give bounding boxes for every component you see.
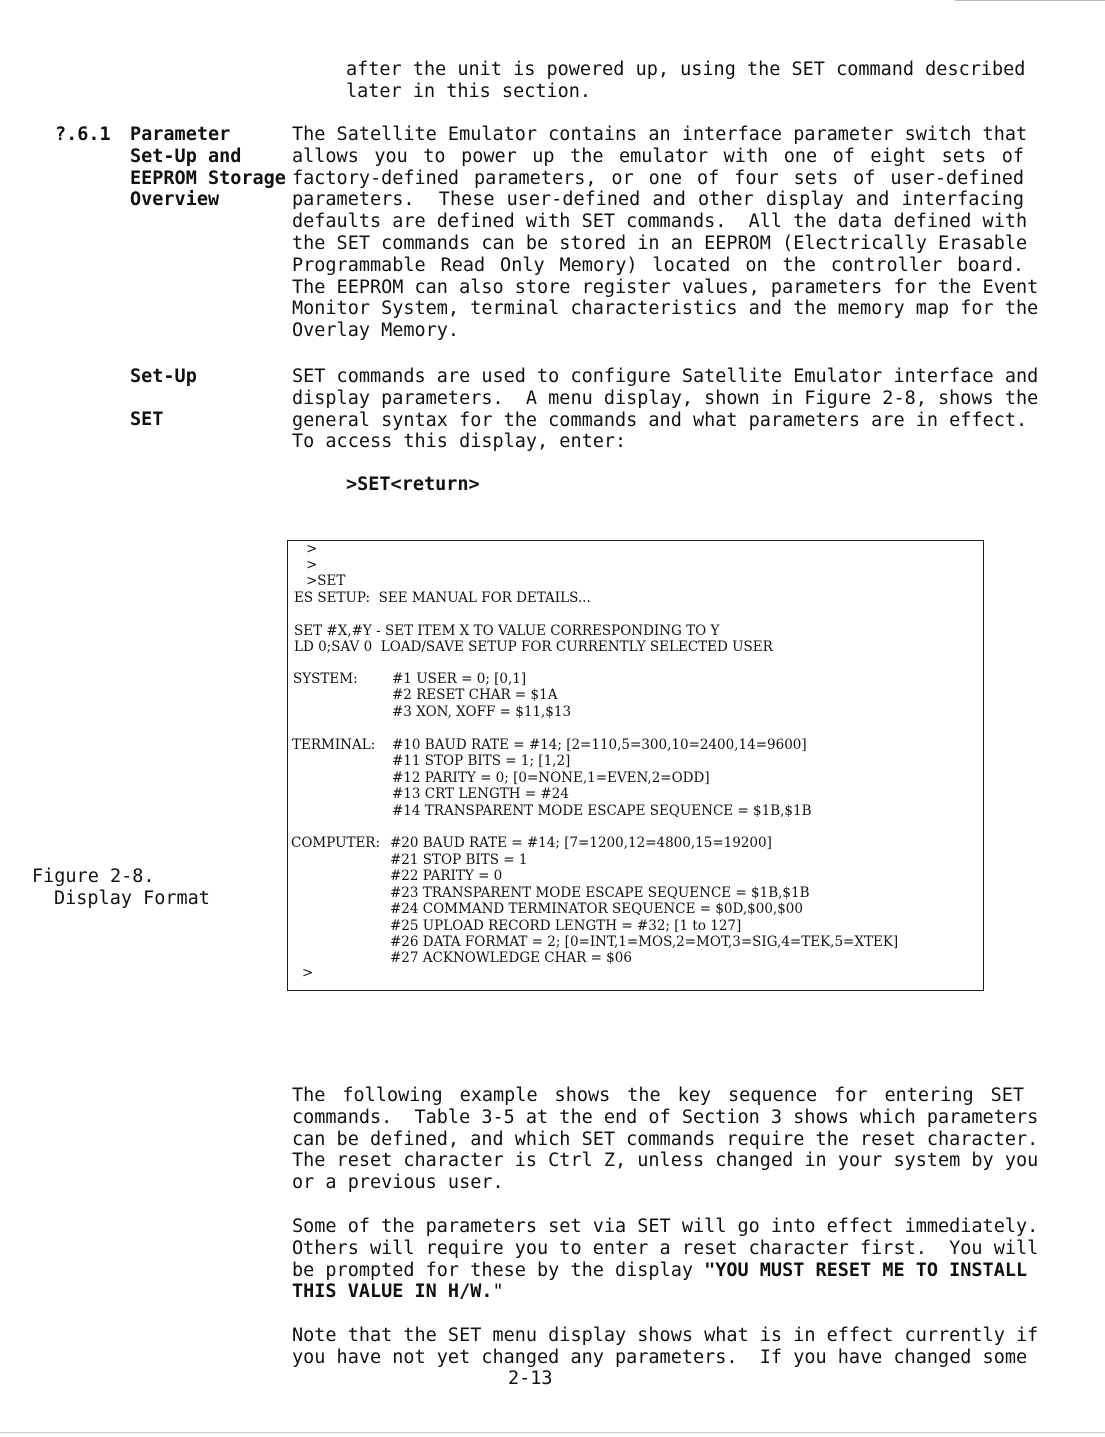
prompt-line: >SET [306,573,346,589]
figure-caption-title: Display Format [54,888,210,909]
display-line: #12 PARITY = 0; [0=NONE,1=EVEN,2=ODD] [392,770,710,786]
display-line: #23 TRANSPARENT MODE ESCAPE SEQUENCE = $1B,$1B [390,885,810,901]
prompt-line: > [302,965,314,981]
text-line: Note that the SET menu display shows what is in effect currently if [292,1325,1039,1346]
text-line: the SET commands can be stored in an EEPROM (Electrically Erasable [292,232,1028,254]
prompt-line: > [306,557,318,573]
display-line: #14 TRANSPARENT MODE ESCAPE SEQUENCE = $1B,$1B [392,803,812,819]
figure-caption-number: Figure 2-8. [32,866,155,887]
display-line: LD 0;SAV 0 LOAD/SAVE SETUP FOR CURRENTLY SELECTED USER [294,639,773,655]
text-line: The EEPROM can also store register values, parameters for the Event [292,276,1039,298]
text-line: The Satellite Emulator contains an interface parameter switch that [292,124,1028,145]
prompt-line: > [306,541,318,557]
display-line: SET #X,#Y - SET ITEM X TO VALUE CORRESPONDING TO Y [294,623,720,639]
text-line: general syntax for the commands and what parameters are in effect. [292,409,1028,431]
group-label: SYSTEM: [293,671,358,687]
text-line: Overlay Memory. [292,320,460,342]
text-line: later in this section. [346,80,592,102]
text-line-mixed [292,1259,1028,1282]
page-edge-bottom [0,1432,1105,1433]
display-line: #11 STOP BITS = 1; [1,2] [392,753,571,769]
text-segment: " [492,1281,504,1303]
text-line: The following example shows the key sequence for entering SET [292,1085,1024,1106]
text-line: Some of the parameters set via SET will go into effect immediately. [292,1216,1039,1237]
page-number: 2-13 [508,1368,553,1389]
setup-heading: Set-Up [130,366,197,387]
section-number: ?.6.1 [55,124,111,145]
section-body [292,124,1039,342]
display-line: #25 UPLOAD RECORD LENGTH = #32; [1 to 127] [390,918,742,934]
display-line: #24 COMMAND TERMINATOR SEQUENCE = $0D,$00,$00 [390,901,803,917]
text-line: factory-defined parameters, or one of four sets of user-defined [292,167,1024,189]
display-line: #13 CRT LENGTH = #24 [392,786,569,802]
text-line: Programmable Read Only Memory) located on the controller board. [292,254,1024,276]
note-paragraph [292,1325,1039,1369]
display-format-figure [287,540,984,991]
display-line: #2 RESET CHAR = $1A [392,687,558,703]
emphasis-segment: "YOU MUST RESET ME TO INSTALL [704,1259,1028,1281]
text-line: SET commands are used to configure Satellite Emulator interface and [292,366,1039,387]
text-segment: be prompted for these by the display [292,1259,705,1281]
continuation-paragraph [346,59,1026,103]
display-line: #3 XON, XOFF = $11,$13 [392,704,572,720]
set-subheading: SET [130,409,164,430]
display-line: #20 BAUD RATE = #14; [7=1200,12=4800,15=19200] [390,835,772,851]
text-line: after the unit is powered up, using the SET command described [346,59,1026,80]
display-line: #26 DATA FORMAT = 2; [0=INT,1=MOS,2=MOT,3=SIG,4=TEK,5=XTEK] [390,934,899,950]
display-line: ES SETUP: SEE MANUAL FOR DETAILS... [294,590,591,606]
text-line: or a previous user. [292,1172,504,1194]
following-paragraph [292,1085,1039,1194]
group-label: COMPUTER: [291,835,381,851]
display-line: #1 USER = 0; [0,1] [392,671,527,687]
set-command: >SET<return> [346,474,480,495]
display-line: #27 ACKNOWLEDGE CHAR = $06 [390,950,632,966]
immediate-paragraph [292,1216,1039,1303]
page-edge-top [955,0,1105,1]
display-line: #10 BAUD RATE = #14; [2=110,5=300,10=2400,14=9600] [392,737,807,753]
text-line: allows you to power up the emulator with one of eight sets of [292,145,1024,167]
display-line: #21 STOP BITS = 1 [390,852,528,868]
display-line: #22 PARITY = 0 [390,868,503,884]
text-line: can be defined, and which SET commands require the reset character. [292,1128,1039,1150]
group-label: TERMINAL: [292,737,376,753]
heading-line: Overview [130,189,220,211]
heading-line: Parameter [130,124,231,145]
heading-line: Set-Up and [130,145,242,167]
text-line: parameters. These user-defined and other display and interfacing [292,189,1024,211]
text-line: Others will require you to enter a reset character first. You will [292,1237,1039,1259]
text-line: commands. Table 3-5 at the end of Section 3 shows which parameters [292,1106,1039,1128]
text-line: To access this display, enter: [292,431,627,453]
heading-line: EEPROM Storage [130,167,286,189]
emphasis-segment: THIS VALUE IN H/W. [292,1281,493,1303]
text-line: Monitor System, terminal characteristics and the memory map for the [292,298,1039,320]
text-line: display parameters. A menu display, shown in Figure 2-8, shows the [292,387,1039,409]
text-line: you have not yet changed any parameters. If you have changed some [292,1346,1028,1368]
section-heading [130,124,286,211]
text-line: defaults are defined with SET commands. All the data defined with [292,211,1028,233]
text-line-mixed [292,1281,1024,1303]
text-line: The reset character is Ctrl Z, unless changed in your system by you [292,1150,1039,1172]
setup-body [292,366,1039,453]
